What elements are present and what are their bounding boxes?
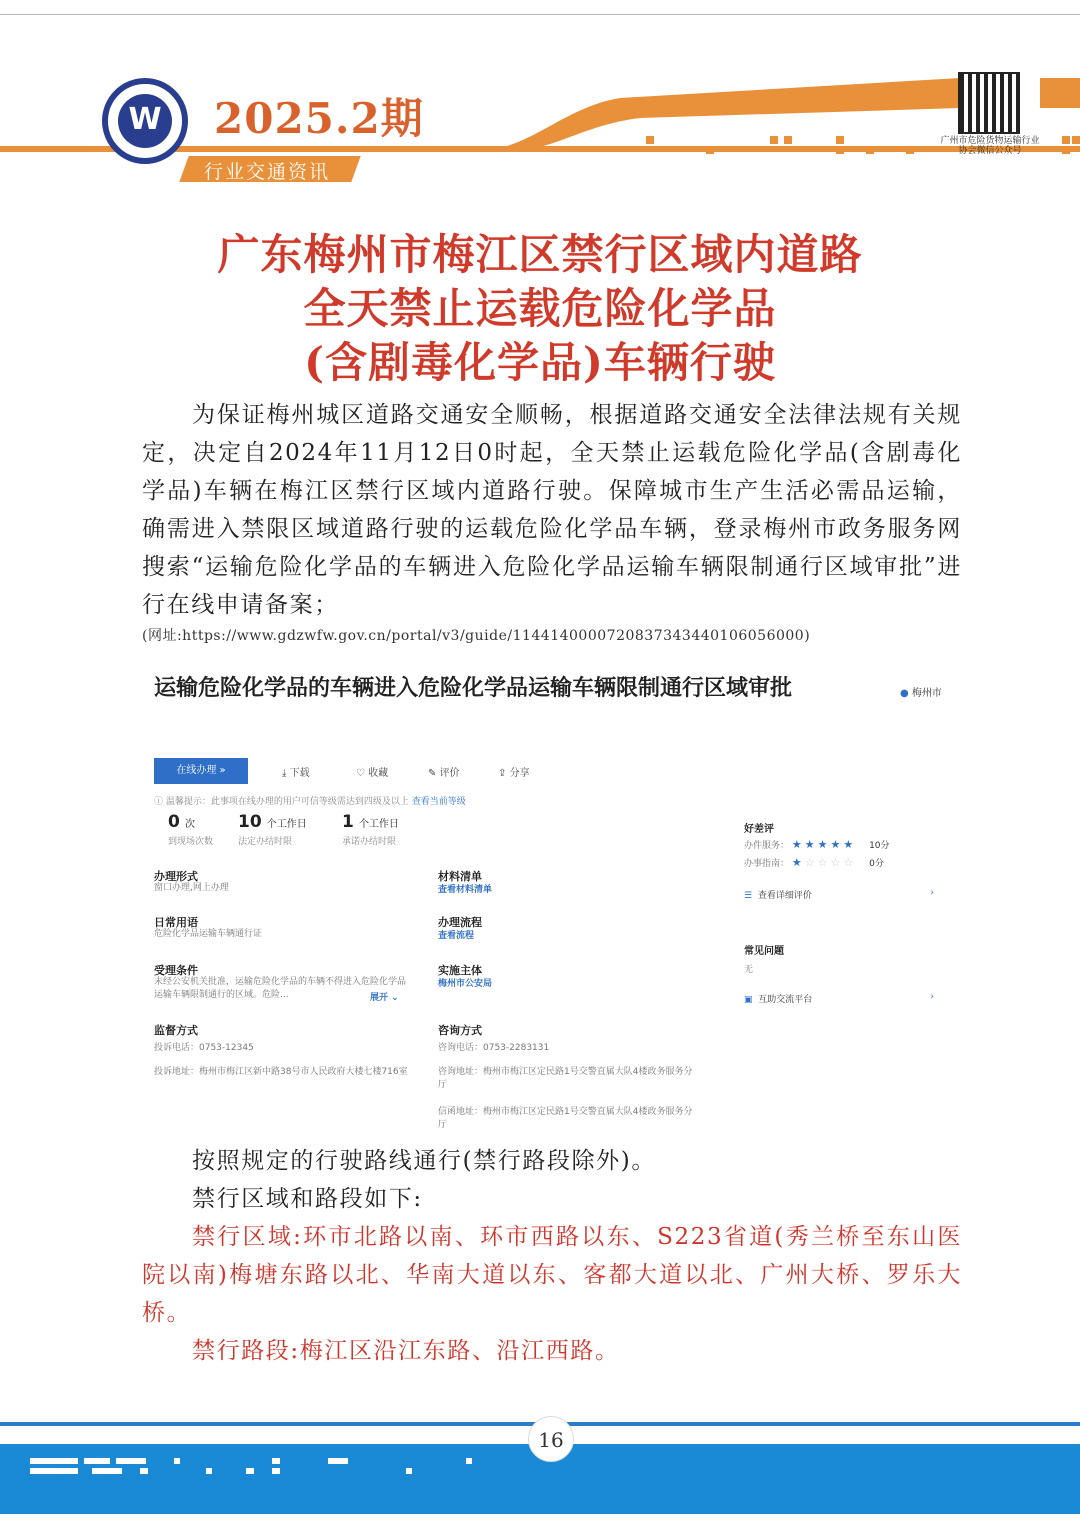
article-title-line-3: (含剧毒化学品)车辆行驶: [304, 338, 776, 387]
condition-expand-link[interactable]: 展开 ⌄: [370, 993, 399, 1003]
guide-rating: 办事指南： ★☆☆☆☆ 0分: [744, 856, 884, 869]
faq-value: 无: [744, 965, 754, 975]
chat-icon: ▣: [744, 995, 753, 1005]
subject-link[interactable]: 梅州市公安局: [438, 979, 493, 989]
pen-icon: ✎: [428, 768, 437, 779]
header-dot: [1062, 146, 1070, 154]
consult-phone: 咨询电话：0753-2283131: [438, 1043, 550, 1053]
share-button[interactable]: ⇪ 分享: [498, 768, 530, 779]
service-rating: 办件服务： ★★★★★ 10分: [744, 838, 890, 851]
download-button[interactable]: ⤓ 下载: [282, 768, 310, 779]
heart-icon: ♡: [356, 768, 365, 779]
restricted-area-paragraph: 禁行区域:环市北路以南、环市西路以东、S223省道(秀兰桥至东山医院以南)梅塘东路以北、华南大道以东、客都大道以北、广州大桥、罗乐大桥。: [142, 1224, 962, 1326]
stat-visits: 0 次 到现场次数: [168, 812, 214, 847]
faq-label: 常见问题: [744, 946, 784, 957]
header-dots: [640, 134, 940, 154]
rating-label: 好差评: [744, 824, 774, 835]
subject-label: 实施主体: [438, 964, 482, 977]
tip-link[interactable]: 查看当前等级: [411, 797, 466, 807]
list-icon: ☰: [744, 891, 753, 901]
page-number: 16: [538, 1428, 564, 1452]
article-paragraph-1: 为保证梅州城区道路交通安全顺畅，根据道路交通安全法律法规有关规定，决定自2024年11月12日0时起，全天禁止运载危险化学品(含剧毒化学品)车辆在梅江区禁行区域内道路行驶。保障城市生产生活必需品运输，确需进入禁限区域道路行驶的运载危险化学品车辆，登录梅州市政务服务网搜索“运输危险化学品的车辆进入危险化学品运输车辆限制通行区域审批”进行在线申请备案；: [142, 402, 962, 618]
common-label: 日常用语: [154, 916, 198, 929]
restricted-roads-paragraph: 禁行路段:梅江区沿江东路、沿江西路。: [192, 1338, 620, 1364]
chevron-right-icon: ›: [930, 888, 934, 898]
detail-rating-link[interactable]: ☰ 查看详细评价 ›: [744, 888, 934, 901]
share-icon: ⇪: [498, 768, 507, 779]
supervise-address: 投诉地址：梅州市梅江区新中路38号市人民政府大楼七楼716室: [154, 1067, 408, 1077]
header-right-bar: [1040, 78, 1080, 108]
materials-label: 材料清单: [438, 870, 482, 883]
info-icon: ⓘ: [154, 797, 164, 807]
section-tag: 行业交通资讯: [204, 161, 331, 183]
consult-label: 咨询方式: [438, 1024, 482, 1037]
header-dot: [1072, 136, 1080, 144]
guide-url: (网址:https://www.gdzwfw.gov.cn/portal/v3/guide/11441400007208373434401060​56000): [142, 628, 811, 644]
platform-link[interactable]: ▣ 互助交流平台 ›: [744, 992, 934, 1005]
condition-label: 受理条件: [154, 964, 198, 977]
qr-code-icon: [958, 72, 1020, 134]
process-label: 办理流程: [438, 916, 482, 929]
mode-value: 窗口办理,网上办理: [154, 883, 229, 893]
service-page-screenshot: [142, 660, 962, 1138]
location-label: ● 梅州市: [900, 688, 942, 699]
supervise-phone: 投诉电话：0753-12345: [154, 1043, 254, 1053]
letter-address: 信函地址：梅州市梅江区定民路1号交警直属大队4楼政务服务分厅: [438, 1107, 693, 1130]
association-logo: W: [102, 78, 188, 164]
consult-address: 咨询地址：梅州市梅江区定民路1号交警直属大队4楼政务服务分厅: [438, 1067, 693, 1090]
materials-link[interactable]: 查看材料清单: [438, 885, 493, 895]
article-paragraph-2: 按照规定的行驶路线通行(禁行路段除外)。: [192, 1148, 656, 1174]
stat-promised-limit: 1 个工作日 承诺办结时限: [342, 812, 399, 847]
stat-legal-limit: 10 个工作日 法定办结时限: [238, 812, 307, 847]
evaluate-button[interactable]: ✎ 评价: [428, 768, 460, 779]
tip-text: ⓘ 温馨提示：此事项在线办理的用户可信等级需达到四级及以上 查看当前等级: [154, 797, 466, 807]
top-rule: [0, 14, 1080, 15]
article-title-line-2: 全天禁止运载危险化学品: [303, 284, 777, 333]
mode-label: 办理形式: [154, 870, 198, 883]
favorite-button[interactable]: ♡ 收藏: [356, 768, 389, 779]
online-handle-button[interactable]: 在线办理 »: [154, 758, 248, 784]
common-value: 危险化学品运输车辆通行证: [154, 929, 263, 939]
location-pin-icon: ●: [900, 688, 909, 699]
article-title-line-1: 广东梅州市梅江区禁行区域内道路: [217, 230, 863, 279]
condition-value: 未经公安机关批准，运输危险化学品的车辆不得进入危险化学品运输车辆限制通行的区域。危险...: [154, 977, 407, 1000]
service-stars-icon: ★★★★★: [791, 838, 857, 851]
article-paragraph-3: 禁行区域和路段如下:: [192, 1186, 423, 1212]
chevron-right-icon: ›: [930, 992, 934, 1002]
service-title: 运输危险化学品的车辆进入危险化学品运输车辆限制通行区域审批: [154, 676, 793, 701]
supervise-label: 监督方式: [154, 1024, 198, 1037]
guide-stars-icon: ★☆☆☆☆: [791, 856, 857, 869]
issue-number: 2025.2期: [214, 94, 424, 143]
qr-caption: 广州市危险货物运输行业协会微信公众号: [940, 136, 1040, 156]
download-icon: ⤓: [282, 768, 287, 779]
process-link[interactable]: 查看流程: [438, 931, 475, 941]
header-dot: [1062, 136, 1070, 144]
